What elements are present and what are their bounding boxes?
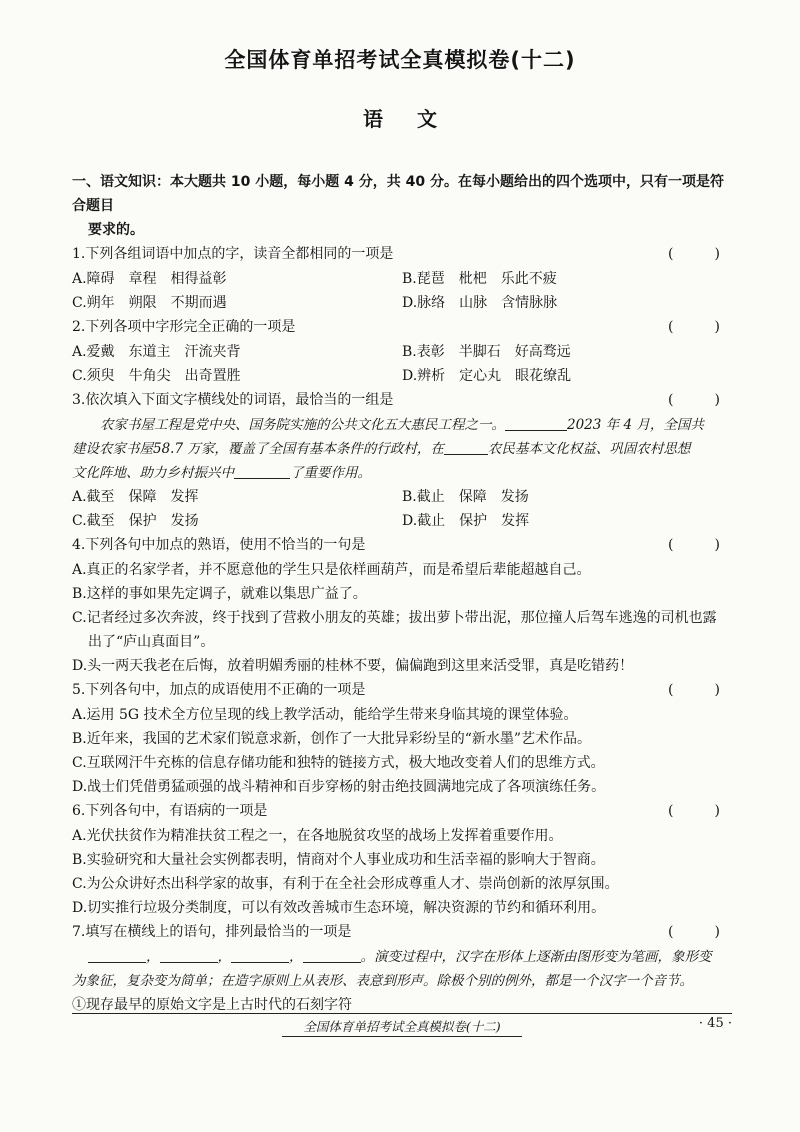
- option-c[interactable]: C.须臾 牛角尖 出奇置胜: [72, 368, 241, 384]
- fill-blank[interactable]: [444, 438, 488, 455]
- answer-bracket[interactable]: ( ): [668, 319, 720, 335]
- option-d[interactable]: D.脉络 山脉 含情脉脉: [402, 295, 558, 311]
- passage-line: 文化阵地、助力乡村振兴中 了重要作用。: [72, 461, 732, 485]
- answer-bracket[interactable]: ( ): [668, 537, 720, 553]
- passage-line: ， ， ， 。演变过程中，汉字在形体上逐渐由图形变为笔画，象形变: [72, 945, 732, 969]
- option-b[interactable]: B.实验研究和大量社会实例都表明，情商对个人事业成功和生活幸福的影响大于智商。: [72, 852, 605, 868]
- option-d[interactable]: D.切实推行垃圾分类制度，可以有效改善城市生态环境，解决资源的节约和循环利用。: [72, 900, 606, 916]
- answer-bracket[interactable]: ( ): [668, 246, 720, 262]
- answer-bracket[interactable]: ( ): [668, 392, 720, 408]
- footer-title: 全国体育单招考试全真模拟卷(十二): [282, 1017, 522, 1037]
- question-3-passage: [72, 413, 732, 485]
- page-footer: [72, 1013, 732, 1035]
- passage-line: 为象征，复杂变为简单；在造字原则上从表形、表意到形声。除极个别的例外，都是一个汉字一个音节。: [72, 973, 693, 989]
- question-2-options-row-2: [72, 364, 732, 388]
- answer-bracket[interactable]: ( ): [668, 924, 720, 940]
- question-7-passage: [72, 945, 732, 993]
- question-3-options-row-1: [72, 485, 732, 509]
- question-2-options-row-1: [72, 340, 732, 364]
- option-d[interactable]: D.截止 保护 发挥: [402, 513, 530, 529]
- option-a[interactable]: A.真正的名家学者，并不愿意他的学生只是依样画葫芦，而是希望后辈能超越自己。: [72, 562, 591, 578]
- page-title: 全国体育单招考试全真模拟卷(十二): [224, 48, 576, 72]
- fill-blank[interactable]: [234, 462, 290, 479]
- question-5-stem: [72, 678, 732, 703]
- fill-blank[interactable]: [231, 946, 289, 963]
- fill-blank[interactable]: [505, 414, 567, 431]
- fill-blank[interactable]: [160, 946, 218, 963]
- passage-line: 建设农家书屋58.7 万家，覆盖了全国有基本条件的行政村，在 农民基本文化权益、巩固农村思想: [72, 437, 732, 461]
- section-line-1: 一、语文知识：本大题共 10 小题，每小题 4 分，共 40 分。在每小题给出的四个选项中，只有一项是符合题目: [72, 174, 724, 214]
- question-2-stem: [72, 315, 732, 340]
- fill-blank[interactable]: [303, 946, 361, 963]
- section-instructions: [72, 170, 732, 242]
- option-a[interactable]: A.光伏扶贫作为精准扶贫工程之一，在各地脱贫攻坚的战场上发挥着重要作用。: [72, 828, 563, 844]
- question-stem-text: 6.下列各句中，有语病的一项是: [72, 803, 268, 819]
- question-3-options-row-2: [72, 509, 732, 533]
- question-1-options-row-2: [72, 291, 732, 315]
- section-line-2: 要求的。: [88, 222, 144, 238]
- question-stem-text: 7.填写在横线上的语句，排列最恰当的一项是: [72, 924, 352, 940]
- question-1-stem: [72, 242, 732, 267]
- option-c[interactable]: C.截至 保护 发扬: [72, 513, 199, 529]
- footer-rule: [72, 1013, 732, 1014]
- question-4-stem: [72, 533, 732, 558]
- option-c-continued: 出了“庐山真面目”。: [88, 634, 215, 650]
- option-d[interactable]: D.战士们凭借勇猛顽强的战斗精神和百步穿杨的射击绝技圆满地完成了各项演练任务。: [72, 779, 606, 795]
- option-b[interactable]: B.近年来，我国的艺术家们锐意求新，创作了一大批异彩纷呈的“新水墨”艺术作品。: [72, 731, 592, 747]
- question-stem-text: 5.下列各句中，加点的成语使用不正确的一项是: [72, 682, 366, 698]
- exam-content: [72, 170, 732, 1017]
- page-number: · 45 ·: [698, 1016, 732, 1031]
- question-3-stem: [72, 388, 732, 413]
- question-stem-text: 4.下列各句中加点的熟语，使用不恰当的一句是: [72, 537, 366, 553]
- question-stem-text: 2.下列各项中字形完全正确的一项是: [72, 319, 296, 335]
- option-a[interactable]: A.爱戴 东道主 汗流夹背: [72, 344, 241, 360]
- option-a[interactable]: A.障碍 章程 相得益彰: [72, 271, 227, 287]
- fill-blank[interactable]: [88, 946, 146, 963]
- option-b[interactable]: B.表彰 半脚石 好高骛远: [402, 344, 571, 360]
- option-c[interactable]: C.记者经过多次奔波，终于找到了营救小朋友的英雄；拔出萝卜带出泥，那位撞人后驾车逃逸的司机也露: [72, 610, 717, 626]
- answer-bracket[interactable]: ( ): [668, 682, 720, 698]
- option-a[interactable]: A.截至 保障 发挥: [72, 489, 199, 505]
- passage-line: 农家书屋工程是党中央、国务院实施的公共文化五大惠民工程之一。 2023 年 4 月，全国共: [72, 413, 732, 437]
- option-c[interactable]: C.朔年 朔限 不期而遇: [72, 295, 227, 311]
- subject-heading: 语文: [363, 107, 471, 131]
- question-stem-text: 3.依次填入下面文字横线处的词语，最恰当的一组是: [72, 392, 394, 408]
- answer-bracket[interactable]: ( ): [668, 803, 720, 819]
- option-c[interactable]: C.互联网汗牛充栋的信息存储功能和独特的链接方式，极大地改变着人们的思维方式。: [72, 755, 605, 771]
- option-d[interactable]: D.辨析 定心丸 眼花缭乱: [402, 368, 572, 384]
- statement-1: ①现存最早的原始文字是上古时代的石刻字符: [72, 997, 352, 1013]
- option-b[interactable]: B.琵琶 枇杷 乐此不疲: [402, 271, 557, 287]
- option-c[interactable]: C.为公众讲好杰出科学家的故事，有利于在全社会形成尊重人才、崇尚创新的浓厚氛围。: [72, 876, 619, 892]
- option-b[interactable]: B.这样的事如果先定调子，就难以集思广益了。: [72, 586, 367, 602]
- question-stem-text: 1.下列各组词语中加点的字，读音全都相同的一项是: [72, 246, 394, 262]
- option-a[interactable]: A.运用 5G 技术全方位呈现的线上教学活动，能给学生带来身临其境的课堂体验。: [72, 707, 578, 723]
- option-d[interactable]: D.头一两天我老在后悔，放着明媚秀丽的桂林不要，偏偏跑到这里来活受罪，真是吃错药！: [72, 658, 634, 674]
- question-1-options-row-1: [72, 267, 732, 291]
- question-7-stem: [72, 920, 732, 945]
- option-b[interactable]: B.截止 保障 发扬: [402, 489, 529, 505]
- question-6-stem: [72, 799, 732, 824]
